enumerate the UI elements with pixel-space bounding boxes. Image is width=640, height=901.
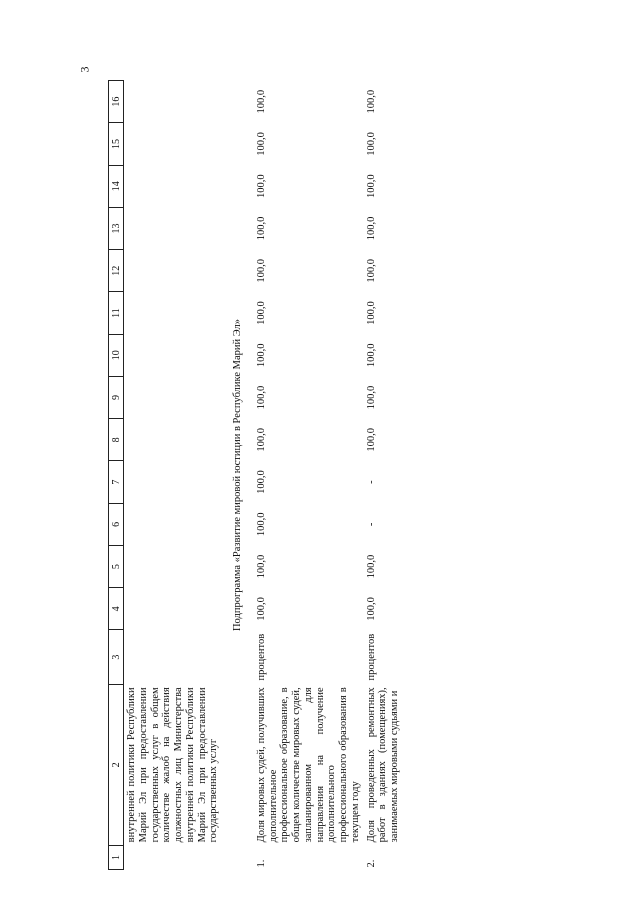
col-header: 4 (109, 588, 124, 630)
col-header: 7 (109, 461, 124, 503)
value-cell: 100,0 (365, 258, 377, 283)
value-cell: - (365, 480, 377, 484)
col-header: 2 (109, 684, 124, 845)
subprogram-title: Подпрограмма «Развитие мировой юстиции в Республике Марий Эл» (232, 318, 243, 632)
value-cell: 100,0 (365, 343, 377, 368)
value-cell: - (365, 522, 377, 527)
table-row (124, 81, 223, 870)
value-cell: 100,0 (365, 174, 377, 199)
table-row (254, 81, 364, 870)
value-cell: 100,0 (255, 174, 267, 199)
col-header: 10 (109, 334, 124, 376)
col-header: 16 (109, 81, 124, 123)
value-cell: 100,0 (255, 470, 267, 494)
value-cell: 100,0 (255, 512, 267, 537)
rotated-table-frame (108, 80, 618, 870)
indicator-text: внутренней политики Республики Марий Эл при предоставлении государственных услуг в общем количестве жалоб на действия должностных лиц Министерства внутренней политики Республики Марий Эл при предоставлении государственных услуг (126, 687, 220, 843)
value-cell: 100,0 (365, 132, 377, 156)
row-number: 2. (365, 859, 377, 868)
value-cell: 100,0 (255, 343, 267, 368)
indicator-text: Доля проведенных ремонтных работ в зданиях (помещениях), занимаемых мировыми судьями и (365, 687, 400, 843)
value-cell: 100,0 (255, 554, 267, 579)
col-header: 11 (109, 292, 124, 334)
value-cell: 100,0 (255, 428, 267, 452)
col-header: 8 (109, 419, 124, 461)
col-header: 15 (109, 123, 124, 165)
col-header: 6 (109, 503, 124, 545)
indicator-text: Доля мировых судей, получивших дополнительное профессиональное образование, в общем количестве мировых судей, запланированном для направления на получение дополнительного профессионального образования в текущем году (255, 687, 361, 843)
table-row (364, 81, 403, 870)
column-number-row (109, 81, 124, 870)
col-header: 13 (109, 207, 124, 249)
value-cell: 100,0 (365, 428, 377, 452)
indicators-table (108, 80, 403, 870)
value-cell: 100,0 (255, 216, 267, 241)
value-cell: 100,0 (365, 89, 377, 114)
col-header: 9 (109, 376, 124, 418)
value-cell: 100,0 (255, 597, 267, 621)
value-cell: 100,0 (255, 258, 267, 283)
value-cell: 100,0 (365, 554, 377, 579)
row-number: 1. (255, 859, 267, 868)
value-cell: 100,0 (255, 385, 267, 410)
value-cell: 100,0 (255, 89, 267, 114)
page-number: 3 (77, 66, 92, 73)
col-header: 3 (109, 630, 124, 684)
value-cell: 100,0 (255, 132, 267, 156)
value-cell: 100,0 (365, 216, 377, 241)
value-cell: 100,0 (365, 385, 377, 410)
col-header: 14 (109, 165, 124, 207)
col-header: 12 (109, 250, 124, 292)
subprogram-row (222, 81, 254, 870)
value-cell: 100,0 (365, 301, 377, 325)
col-header: 1 (109, 845, 124, 869)
value-cell: 100,0 (255, 301, 267, 325)
value-cell: 100,0 (365, 597, 377, 621)
col-header: 5 (109, 545, 124, 587)
unit-cell: процентов (365, 633, 377, 681)
unit-cell: процентов (255, 633, 267, 681)
